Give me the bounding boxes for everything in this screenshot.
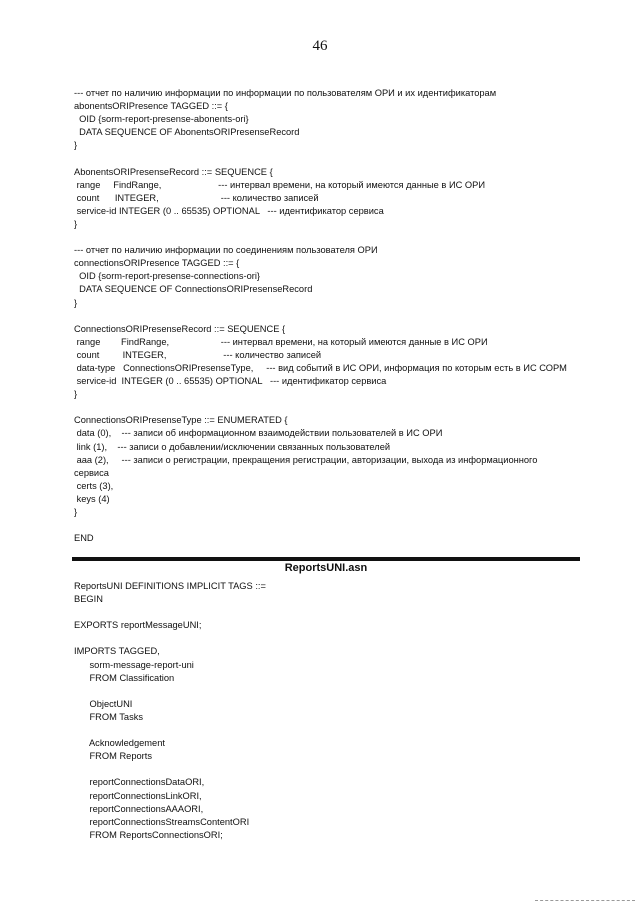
code-line: } xyxy=(74,297,78,308)
code-line: reportConnectionsLinkORI, xyxy=(74,790,202,801)
code-line: сервиса xyxy=(74,467,109,478)
code-line: range FindRange, --- интервал времени, на который имеются данные в ИС ОРИ xyxy=(74,179,486,190)
code-line: ConnectionsORIPresenseRecord ::= SEQUENCE { xyxy=(74,323,286,334)
code-line: count INTEGER, --- количество записей xyxy=(74,192,319,203)
code-line: data-type ConnectionsORIPresenseType, --- вид событий в ИС ОРИ, информация по которым есть в ИС СОРМ xyxy=(74,362,567,373)
code-line: } xyxy=(74,389,78,400)
code-line: reportConnectionsDataORI, xyxy=(74,777,205,788)
code-line: EXPORTS reportMessageUNI; xyxy=(74,620,202,631)
code-line: } xyxy=(74,140,78,151)
code-line: END xyxy=(74,533,94,544)
code-line: Acknowledgement xyxy=(74,738,165,749)
code-line: --- отчет по наличию информации по информации по пользователям ОРИ и их идентификаторам xyxy=(74,88,497,98)
asn1-code-block-presence xyxy=(74,87,604,545)
code-line: OID {sorm-report-presense-abonents-ori} xyxy=(74,114,249,125)
code-line: AbonentsORIPresenseRecord ::= SEQUENCE { xyxy=(74,166,273,177)
code-line xyxy=(74,763,594,776)
code-line xyxy=(74,519,604,532)
code-line: OID {sorm-report-presense-connections-ori} xyxy=(74,271,261,282)
code-line: link (1), --- записи о добавлении/исключении связанных пользователей xyxy=(74,441,391,452)
code-line: aaa (2), --- записи о регистрации, прекращения регистрации, авторизации, выхода из информационного xyxy=(74,454,538,465)
code-line: count INTEGER, --- количество записей xyxy=(74,349,322,360)
code-line: --- отчет по наличию информации по соединениям пользователя ОРИ xyxy=(74,245,378,256)
code-line: } xyxy=(74,507,78,517)
code-line: keys (4) xyxy=(74,493,110,504)
code-line xyxy=(74,310,604,323)
section-title: ReportsUNI.asn xyxy=(284,562,368,574)
code-line: reportConnectionsStreamsContentORI xyxy=(74,816,250,827)
code-line xyxy=(74,632,594,645)
asn1-code-block-reports-uni xyxy=(74,580,594,842)
page-number: 46 xyxy=(312,38,328,54)
code-line: FROM Classification xyxy=(74,672,175,683)
code-line: FROM Tasks xyxy=(74,711,144,722)
code-line: abonentsORIPresence TAGGED ::= { xyxy=(74,101,228,112)
code-line xyxy=(74,685,594,698)
code-line: FROM ReportsConnectionsORI; xyxy=(74,829,223,840)
code-line: certs (3), xyxy=(74,480,114,491)
code-line: DATA SEQUENCE OF ConnectionsORIPresenseRecord xyxy=(74,284,313,295)
code-line: ReportsUNI DEFINITIONS IMPLICIT TAGS ::= xyxy=(74,581,266,591)
code-line: reportConnectionsAAAORI, xyxy=(74,803,204,814)
code-line: FROM Reports xyxy=(74,751,153,762)
section-divider xyxy=(72,557,580,561)
code-line: BEGIN xyxy=(74,594,103,605)
code-line: connectionsORIPresence TAGGED ::= { xyxy=(74,258,240,269)
code-line: service-id INTEGER (0 .. 65535) OPTIONAL --- идентификатор сервиса xyxy=(74,376,387,387)
code-line: ConnectionsORIPresenseType ::= ENUMERATED { xyxy=(74,415,288,426)
code-line: service-id INTEGER (0 .. 65535) OPTIONAL --- идентификатор сервиса xyxy=(74,205,384,216)
code-line: data (0), --- записи об информационном взаимодействии пользователей в ИС ОРИ xyxy=(74,428,443,439)
code-line: ObjectUNI xyxy=(74,698,133,709)
code-line xyxy=(74,724,594,737)
code-line xyxy=(74,152,604,165)
code-line: } xyxy=(74,218,78,229)
code-line: sorm-message-report-uni xyxy=(74,659,194,670)
code-line: DATA SEQUENCE OF AbonentsORIPresenseRecord xyxy=(74,127,300,138)
code-line: IMPORTS TAGGED, xyxy=(74,646,160,657)
code-line: range FindRange, --- интервал времени, на который имеются данные в ИС ОРИ xyxy=(74,336,488,347)
code-line xyxy=(74,401,604,414)
code-line xyxy=(74,231,604,244)
code-line xyxy=(74,606,594,619)
page-edge-rule xyxy=(535,900,635,902)
